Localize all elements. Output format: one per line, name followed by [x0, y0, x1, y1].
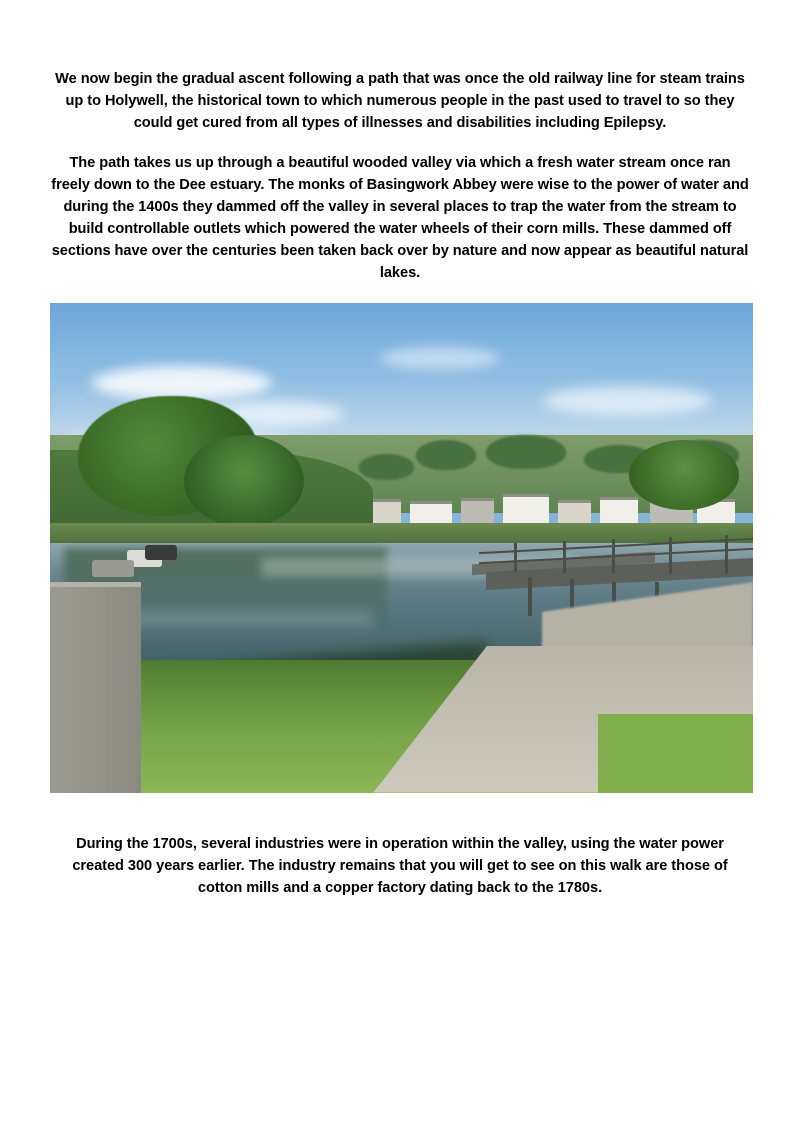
house [600, 497, 638, 526]
jetty-post [563, 541, 566, 573]
water-highlight [106, 611, 373, 626]
paragraph-1: We now begin the gradual ascent following a path that was once the old railway line for steam trains up to Holywell, the historical town to which numerous people in the past used to travel to so they could get cured from all types of illnesses and disabilities including Epilepsy. [55, 71, 745, 132]
paragraph-2: The path takes us up through a beautiful wooded valley via which a fresh water stream once ran freely down to the Dee estuary. The monks of Basingwork Abbey were wise to the power of water and during the 1400s they dammed off the valley in several places to trap the water from the stream to build controllable outlets which powered the water wheels of their corn mills. These dammed off sections have over the centuries been taken back over by nature and now appear as beautiful natural lakes. [51, 154, 749, 282]
cloud [380, 347, 500, 369]
tree [629, 440, 739, 510]
hill-tree [416, 440, 476, 470]
grass-verge [598, 714, 753, 792]
jetty-post [725, 535, 728, 574]
paragraph-3: During the 1700s, several industries were in operation within the valley, using the water power created 300 years earlier. The industry remains that you will get to see on this walk are those of cotton mills and a copper factory dating back to the 1780s. [72, 835, 728, 896]
parked-car [92, 560, 134, 578]
cloud [542, 386, 712, 416]
valley-lake-photo [50, 303, 753, 793]
jetty-post [612, 539, 615, 573]
hill-tree [486, 435, 566, 469]
jetty-post [669, 537, 672, 574]
stone-wall [50, 587, 141, 793]
jetty-post [514, 543, 517, 572]
large-tree [184, 435, 304, 527]
hill-tree [359, 454, 414, 480]
house [503, 494, 549, 527]
jetty-piling [528, 577, 532, 616]
photo-illustration [50, 303, 753, 793]
parked-car [145, 545, 177, 560]
